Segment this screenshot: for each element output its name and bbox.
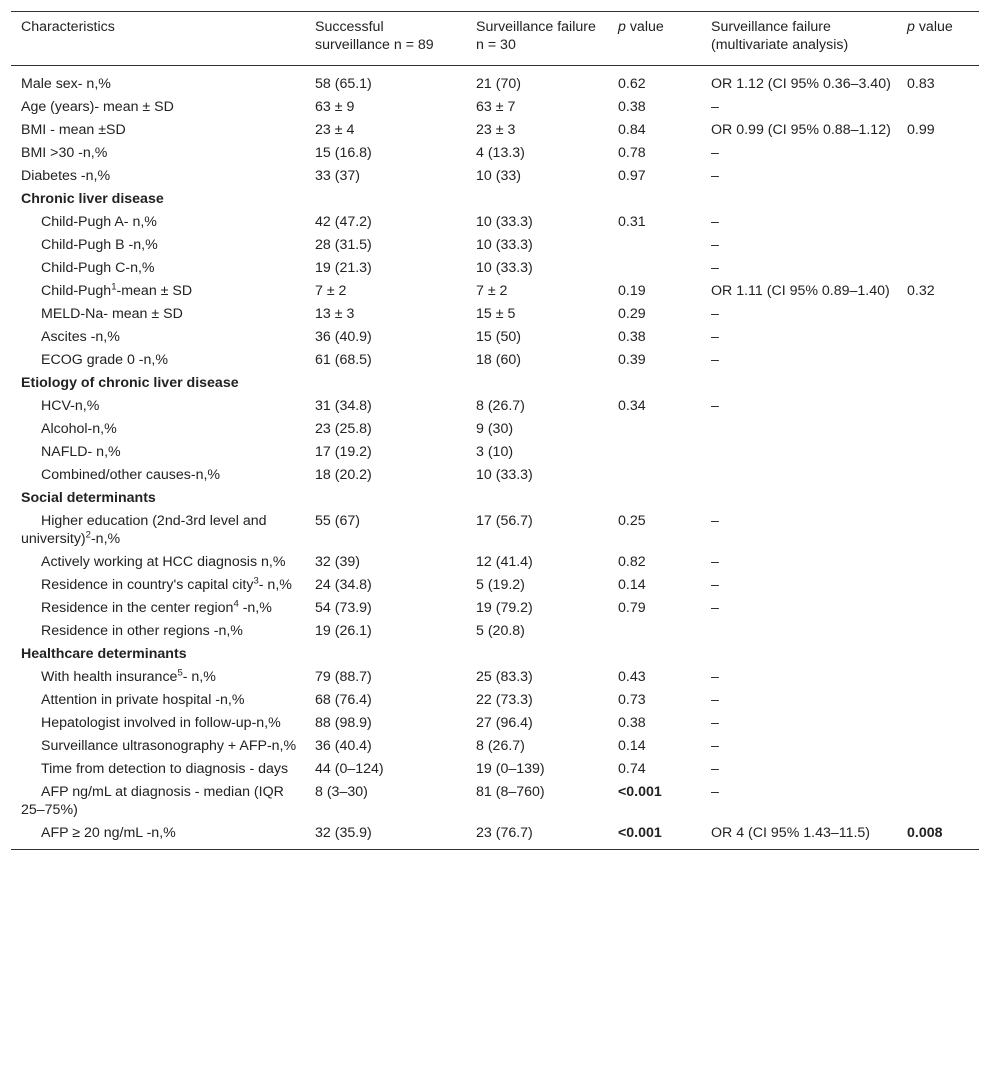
header-row bbox=[11, 12, 979, 66]
cell-p-value: 0.19 bbox=[618, 283, 646, 299]
header-p-value bbox=[608, 12, 701, 66]
characteristic-label: Surveillance ultrasonography + AFP-n,% bbox=[41, 738, 297, 754]
characteristic-label: AFP ≥ 20 ng/mL -n,% bbox=[41, 825, 176, 841]
table-row bbox=[11, 689, 979, 712]
cell-p-value bbox=[608, 441, 701, 464]
cell-characteristic bbox=[11, 234, 305, 257]
cell-p-value-multivariate bbox=[897, 464, 979, 487]
cell-p-value: 0.34 bbox=[618, 398, 646, 414]
cell-failure: 5 (19.2) bbox=[476, 577, 525, 593]
cell-failure: 22 (73.3) bbox=[476, 692, 533, 708]
table-row bbox=[11, 620, 979, 643]
characteristic-label-suffix: - n,% bbox=[258, 577, 292, 593]
cell-p-value: <0.001 bbox=[618, 784, 662, 800]
cell-failure: 10 (33.3) bbox=[476, 237, 533, 253]
cell-failure: 27 (96.4) bbox=[476, 715, 533, 731]
cell-multivariate: – bbox=[711, 99, 719, 115]
cell-p-value-multivariate bbox=[897, 349, 979, 372]
header-p-italic: p bbox=[618, 19, 626, 35]
cell-p-value bbox=[608, 257, 701, 280]
cell-p-value: 0.74 bbox=[618, 761, 646, 777]
cell-failure: 21 (70) bbox=[476, 76, 521, 92]
table-row bbox=[11, 303, 979, 326]
table-row bbox=[11, 280, 979, 303]
cell-p-value: 0.14 bbox=[618, 577, 646, 593]
section-heading: Social determinants bbox=[21, 490, 156, 506]
cell-successful: 33 (37) bbox=[315, 168, 360, 184]
cell-multivariate: – bbox=[711, 577, 719, 593]
cell-multivariate bbox=[701, 441, 897, 464]
table-row bbox=[11, 464, 979, 487]
cell-failure: 81 (8–760) bbox=[476, 784, 545, 800]
table-row bbox=[11, 119, 979, 142]
cell-failure: 8 (26.7) bbox=[476, 738, 525, 754]
cell-p-value: 0.38 bbox=[618, 99, 646, 115]
cell-characteristic bbox=[11, 758, 305, 781]
cell-successful: 15 (16.8) bbox=[315, 145, 372, 161]
table-row bbox=[11, 418, 979, 441]
cell-p-value-multivariate bbox=[897, 211, 979, 234]
table-header bbox=[11, 12, 979, 66]
characteristic-label-suffix: -mean ± SD bbox=[116, 283, 193, 299]
cell-characteristic bbox=[11, 781, 305, 822]
section-row bbox=[11, 372, 979, 395]
characteristic-label: Diabetes -n,% bbox=[21, 168, 111, 184]
cell-successful: 31 (34.8) bbox=[315, 398, 372, 414]
cell-characteristic bbox=[11, 574, 305, 597]
cell-p-value-multivariate: 0.99 bbox=[907, 122, 935, 138]
cell-failure: 10 (33) bbox=[476, 168, 521, 184]
cell-p-value-multivariate bbox=[897, 574, 979, 597]
header-p-value-multivariate bbox=[897, 12, 979, 66]
cell-p-value bbox=[608, 234, 701, 257]
cell-characteristic bbox=[11, 395, 305, 418]
cell-multivariate: – bbox=[711, 692, 719, 708]
cell-successful: 28 (31.5) bbox=[315, 237, 372, 253]
cell-multivariate: – bbox=[711, 214, 719, 230]
cell-multivariate: – bbox=[711, 738, 719, 754]
characteristic-label: Ascites -n,% bbox=[41, 329, 120, 345]
cell-multivariate bbox=[701, 418, 897, 441]
characteristic-label: Child-Pugh B -n,% bbox=[41, 237, 158, 253]
characteristic-label: Residence in the center region bbox=[41, 600, 234, 616]
table-row bbox=[11, 96, 979, 119]
cell-multivariate: – bbox=[711, 784, 719, 800]
characteristic-label: Child-Pugh A- n,% bbox=[41, 214, 157, 230]
header-characteristics: Characteristics bbox=[21, 19, 115, 35]
header-p-rest: value bbox=[625, 19, 664, 35]
cell-p-value-multivariate bbox=[897, 781, 979, 822]
cell-failure: 10 (33.3) bbox=[476, 260, 533, 276]
cell-p-value-multivariate bbox=[897, 551, 979, 574]
table-row bbox=[11, 395, 979, 418]
cell-p-value bbox=[608, 464, 701, 487]
characteristic-label: Child-Pugh bbox=[41, 283, 112, 299]
cell-characteristic bbox=[11, 822, 305, 850]
cell-p-value: 0.29 bbox=[618, 306, 646, 322]
cell-p-value: 0.78 bbox=[618, 145, 646, 161]
cell-successful: 19 (26.1) bbox=[315, 623, 372, 639]
cell-successful: 42 (47.2) bbox=[315, 214, 372, 230]
cell-failure: 15 (50) bbox=[476, 329, 521, 345]
cell-p-value: 0.43 bbox=[618, 669, 646, 685]
cell-failure: 10 (33.3) bbox=[476, 214, 533, 230]
results-table-container bbox=[11, 11, 979, 850]
table-row bbox=[11, 735, 979, 758]
cell-failure: 7 ± 2 bbox=[476, 283, 508, 299]
cell-multivariate: – bbox=[711, 513, 719, 529]
cell-p-value: 0.38 bbox=[618, 329, 646, 345]
cell-multivariate: – bbox=[711, 352, 719, 368]
cell-successful: 54 (73.9) bbox=[315, 600, 372, 616]
cell-p-value-multivariate bbox=[897, 712, 979, 735]
cell-failure: 25 (83.3) bbox=[476, 669, 533, 685]
table-row bbox=[11, 781, 979, 822]
table-row bbox=[11, 441, 979, 464]
characteristic-label: Time from detection to diagnosis - days bbox=[41, 761, 289, 777]
cell-p-value-multivariate bbox=[897, 758, 979, 781]
cell-p-value-multivariate bbox=[897, 418, 979, 441]
cell-failure: 17 (56.7) bbox=[476, 513, 533, 529]
cell-failure: 15 ± 5 bbox=[476, 306, 516, 322]
cell-p-value-multivariate bbox=[897, 234, 979, 257]
cell-successful: 18 (20.2) bbox=[315, 467, 372, 483]
section-heading: Healthcare determinants bbox=[21, 646, 187, 662]
table-row bbox=[11, 257, 979, 280]
cell-characteristic bbox=[11, 735, 305, 758]
cell-p-value: 0.38 bbox=[618, 715, 646, 731]
cell-multivariate: – bbox=[711, 715, 719, 731]
cell-characteristic bbox=[11, 96, 305, 119]
cell-p-value: 0.31 bbox=[618, 214, 646, 230]
cell-characteristic bbox=[11, 464, 305, 487]
characteristic-label: Residence in other regions -n,% bbox=[41, 623, 243, 639]
cell-failure: 9 (30) bbox=[476, 421, 514, 437]
cell-multivariate: OR 1.11 (CI 95% 0.89–1.40) bbox=[711, 283, 890, 299]
cell-p-value: 0.14 bbox=[618, 738, 646, 754]
cell-successful: 32 (35.9) bbox=[315, 825, 372, 841]
cell-successful: 36 (40.4) bbox=[315, 738, 372, 754]
cell-multivariate: – bbox=[711, 761, 719, 777]
characteristic-label: Age (years)- mean ± SD bbox=[21, 99, 174, 115]
cell-successful: 8 (3–30) bbox=[315, 784, 368, 800]
cell-p-value-multivariate bbox=[897, 142, 979, 165]
cell-failure: 23 (76.7) bbox=[476, 825, 533, 841]
cell-characteristic bbox=[11, 257, 305, 280]
header-successful-surveillance: Successful surveillance n = 89 bbox=[315, 19, 434, 53]
characteristic-label: Combined/other causes-n,% bbox=[41, 467, 221, 483]
cell-p-value: 0.97 bbox=[618, 168, 646, 184]
cell-characteristic bbox=[11, 66, 305, 97]
cell-multivariate: – bbox=[711, 306, 719, 322]
cell-successful: 55 (67) bbox=[315, 513, 360, 529]
cell-successful: 61 (68.5) bbox=[315, 352, 372, 368]
footnote-marker: 2 bbox=[85, 529, 91, 541]
cell-successful: 63 ± 9 bbox=[315, 99, 355, 115]
cell-multivariate: – bbox=[711, 237, 719, 253]
cell-multivariate: – bbox=[711, 145, 719, 161]
table-row bbox=[11, 822, 979, 850]
cell-successful: 44 (0–124) bbox=[315, 761, 384, 777]
cell-successful: 32 (39) bbox=[315, 554, 360, 570]
cell-failure: 12 (41.4) bbox=[476, 554, 533, 570]
cell-multivariate bbox=[701, 464, 897, 487]
characteristic-label: NAFLD- n,% bbox=[41, 444, 121, 460]
characteristic-label: MELD-Na- mean ± SD bbox=[41, 306, 183, 322]
cell-successful: 19 (21.3) bbox=[315, 260, 372, 276]
cell-characteristic bbox=[11, 280, 305, 303]
cell-multivariate: – bbox=[711, 600, 719, 616]
results-table bbox=[11, 11, 979, 850]
section-row bbox=[11, 188, 979, 211]
cell-characteristic bbox=[11, 418, 305, 441]
characteristic-label: Hepatologist involved in follow-up-n,% bbox=[41, 715, 281, 731]
cell-failure: 19 (79.2) bbox=[476, 600, 533, 616]
cell-failure: 8 (26.7) bbox=[476, 398, 525, 414]
cell-successful: 88 (98.9) bbox=[315, 715, 372, 731]
cell-failure: 23 ± 3 bbox=[476, 122, 516, 138]
cell-multivariate: – bbox=[711, 329, 719, 345]
characteristic-label: AFP ng/mL at diagnosis - median (IQR 25–75%) bbox=[21, 784, 284, 818]
cell-characteristic bbox=[11, 712, 305, 735]
cell-failure: 4 (13.3) bbox=[476, 145, 525, 161]
section-heading: Chronic liver disease bbox=[21, 191, 164, 207]
cell-multivariate: OR 0.99 (CI 95% 0.88–1.12) bbox=[711, 122, 891, 138]
section-row bbox=[11, 643, 979, 666]
cell-p-value-multivariate bbox=[897, 441, 979, 464]
characteristic-label-suffix: -n,% bbox=[90, 531, 121, 547]
characteristic-label: Actively working at HCC diagnosis n,% bbox=[41, 554, 286, 570]
characteristic-label: HCV-n,% bbox=[41, 398, 100, 414]
cell-multivariate bbox=[701, 620, 897, 643]
cell-p-value: 0.73 bbox=[618, 692, 646, 708]
cell-p-value-multivariate bbox=[897, 597, 979, 620]
cell-p-value-multivariate: 0.83 bbox=[907, 76, 935, 92]
cell-successful: 58 (65.1) bbox=[315, 76, 372, 92]
footnote-marker: 3 bbox=[253, 575, 259, 587]
characteristic-label-suffix: - n,% bbox=[182, 669, 216, 685]
section-heading: Etiology of chronic liver disease bbox=[21, 375, 239, 391]
table-row bbox=[11, 66, 979, 97]
cell-successful: 7 ± 2 bbox=[315, 283, 347, 299]
cell-failure: 5 (20.8) bbox=[476, 623, 525, 639]
cell-p-value-multivariate bbox=[897, 620, 979, 643]
cell-p-value-multivariate bbox=[897, 303, 979, 326]
cell-characteristic bbox=[11, 326, 305, 349]
cell-successful: 17 (19.2) bbox=[315, 444, 372, 460]
cell-p-value-multivariate bbox=[897, 666, 979, 689]
cell-p-value-multivariate bbox=[897, 96, 979, 119]
cell-failure: 3 (10) bbox=[476, 444, 514, 460]
characteristic-label: Child-Pugh C-n,% bbox=[41, 260, 155, 276]
cell-characteristic bbox=[11, 119, 305, 142]
table-row bbox=[11, 165, 979, 188]
header-p2-italic: p bbox=[907, 19, 915, 35]
characteristic-label: BMI >30 -n,% bbox=[21, 145, 108, 161]
cell-successful: 36 (40.9) bbox=[315, 329, 372, 345]
cell-p-value-multivariate bbox=[897, 326, 979, 349]
cell-p-value: 0.62 bbox=[618, 76, 646, 92]
cell-multivariate: – bbox=[711, 669, 719, 685]
characteristic-label: Attention in private hospital -n,% bbox=[41, 692, 245, 708]
header-surveillance-failure: Surveillance failure n = 30 bbox=[476, 19, 596, 53]
cell-multivariate: – bbox=[711, 398, 719, 414]
cell-p-value-multivariate bbox=[897, 257, 979, 280]
cell-p-value bbox=[608, 418, 701, 441]
cell-characteristic bbox=[11, 510, 305, 551]
cell-successful: 68 (76.4) bbox=[315, 692, 372, 708]
table-row bbox=[11, 142, 979, 165]
table-row bbox=[11, 597, 979, 620]
cell-failure: 18 (60) bbox=[476, 352, 521, 368]
table-row bbox=[11, 211, 979, 234]
cell-characteristic bbox=[11, 689, 305, 712]
characteristic-label: With health insurance bbox=[41, 669, 178, 685]
cell-p-value bbox=[608, 620, 701, 643]
cell-characteristic bbox=[11, 349, 305, 372]
cell-successful: 13 ± 3 bbox=[315, 306, 355, 322]
table-row bbox=[11, 551, 979, 574]
table-row bbox=[11, 349, 979, 372]
cell-characteristic bbox=[11, 666, 305, 689]
cell-p-value-multivariate bbox=[897, 395, 979, 418]
table-row bbox=[11, 234, 979, 257]
cell-characteristic bbox=[11, 551, 305, 574]
cell-failure: 63 ± 7 bbox=[476, 99, 516, 115]
section-row bbox=[11, 487, 979, 510]
cell-multivariate: – bbox=[711, 554, 719, 570]
cell-multivariate: OR 4 (CI 95% 1.43–11.5) bbox=[711, 825, 871, 841]
cell-p-value: 0.84 bbox=[618, 122, 646, 138]
footnote-marker: 4 bbox=[233, 598, 239, 610]
header-multivariate: Surveillance failure (multivariate analysis) bbox=[711, 19, 849, 53]
cell-p-value-multivariate: 0.32 bbox=[907, 283, 935, 299]
cell-failure: 19 (0–139) bbox=[476, 761, 545, 777]
table-row bbox=[11, 574, 979, 597]
table-row bbox=[11, 758, 979, 781]
cell-characteristic bbox=[11, 303, 305, 326]
cell-characteristic bbox=[11, 211, 305, 234]
footnote-marker: 1 bbox=[111, 281, 117, 293]
cell-characteristic bbox=[11, 441, 305, 464]
cell-p-value-multivariate bbox=[897, 510, 979, 551]
cell-p-value: 0.25 bbox=[618, 513, 646, 529]
characteristic-label: BMI - mean ±SD bbox=[21, 122, 126, 138]
cell-successful: 79 (88.7) bbox=[315, 669, 372, 685]
characteristic-label: Male sex- n,% bbox=[21, 76, 111, 92]
characteristic-label: Alcohol-n,% bbox=[41, 421, 117, 437]
header-p2-rest: value bbox=[914, 19, 953, 35]
table-row bbox=[11, 712, 979, 735]
cell-successful: 23 ± 4 bbox=[315, 122, 355, 138]
cell-p-value-multivariate bbox=[897, 735, 979, 758]
cell-p-value: 0.39 bbox=[618, 352, 646, 368]
cell-p-value: 0.82 bbox=[618, 554, 646, 570]
cell-failure: 10 (33.3) bbox=[476, 467, 533, 483]
cell-p-value-multivariate: 0.008 bbox=[907, 825, 943, 841]
cell-characteristic bbox=[11, 165, 305, 188]
table-body bbox=[11, 66, 979, 850]
cell-successful: 23 (25.8) bbox=[315, 421, 372, 437]
cell-p-value-multivariate bbox=[897, 689, 979, 712]
table-row bbox=[11, 666, 979, 689]
table-row bbox=[11, 510, 979, 551]
cell-characteristic bbox=[11, 620, 305, 643]
footnote-marker: 5 bbox=[177, 667, 183, 679]
characteristic-label: Residence in country's capital city bbox=[41, 577, 254, 593]
cell-multivariate: – bbox=[711, 260, 719, 276]
cell-p-value: <0.001 bbox=[618, 825, 662, 841]
characteristic-label-suffix: -n,% bbox=[238, 600, 272, 616]
cell-characteristic bbox=[11, 597, 305, 620]
cell-p-value: 0.79 bbox=[618, 600, 646, 616]
cell-multivariate: – bbox=[711, 168, 719, 184]
cell-successful: 24 (34.8) bbox=[315, 577, 372, 593]
characteristic-label: ECOG grade 0 -n,% bbox=[41, 352, 168, 368]
cell-characteristic bbox=[11, 142, 305, 165]
table-row bbox=[11, 326, 979, 349]
cell-multivariate: OR 1.12 (CI 95% 0.36–3.40) bbox=[711, 76, 891, 92]
characteristic-label: Higher education (2nd-3rd level and university) bbox=[21, 513, 267, 547]
cell-p-value-multivariate bbox=[897, 165, 979, 188]
